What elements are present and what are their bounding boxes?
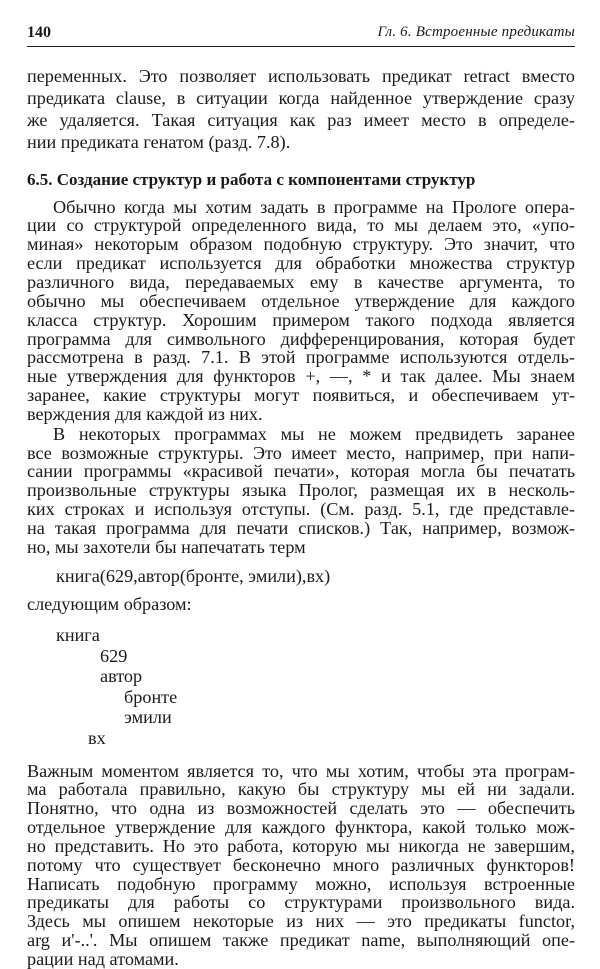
text-line: Обычно когда мы хотим задать в программе на Прологе опера-: [53, 196, 575, 217]
text-line: сании программы «красивой печати», которая могла бы печатать: [27, 461, 575, 482]
text-line: произвольные структуры языка Пролог, размещая их в несколь-: [27, 480, 575, 501]
page-header: [27, 18, 575, 48]
text-line: ких строках и используя отступы. (См. разд. 5.1, где представле-: [27, 499, 575, 520]
tree-node: вх: [88, 727, 106, 748]
text-line: все возможные структуры. Это имеет место, например, при напи-: [27, 442, 575, 463]
text-line: Важным моментом является то, что мы хотим, чтобы эта програм-: [27, 760, 575, 781]
tree-node: бронте: [124, 686, 178, 707]
text-line: же удаляется. Такая ситуация как раз имеет место в определе-: [27, 110, 575, 130]
text-line: переменных. Это позволяет использовать предикат retract вместо: [27, 66, 575, 86]
tree-root: книга: [56, 625, 100, 646]
text-line: нии предиката генатом (разд. 7.8).: [27, 132, 291, 152]
text-line: различного вида, передаваемых ему в качестве аргумента, то: [27, 272, 575, 292]
text-line: следующим образом:: [27, 594, 192, 615]
text-line: но представить. Но это работа, которую мы никогда не завершим,: [27, 835, 575, 856]
header-rule: [27, 46, 575, 47]
text-line: рассмотрена в разд. 7.1. В этой программе используются отдель-: [27, 347, 575, 368]
text-line: предикаты для работы со структурами произвольного вида.: [27, 892, 575, 913]
text-line: В некоторых программах мы не можем предвидеть заранее: [53, 423, 575, 444]
term-example: книга(629,автор(бронте, эмили),вх): [56, 565, 331, 586]
text-line: класса структур. Хорошим примером такого подхода является: [27, 309, 575, 330]
text-line: миная» некоторым образом подобную структуру. Это значит, что: [27, 234, 575, 255]
text-line: ции со структурой определенного вида, то мы делаем это, «упо-: [27, 215, 575, 236]
tree-node: 629: [100, 645, 128, 666]
text-line: но, мы захотели бы напечатать терм: [27, 536, 306, 557]
page-number: 140: [27, 24, 51, 41]
text-line: обычно мы обеспечиваем отдельное утверждение для каждого: [27, 290, 575, 311]
text-line: предиката clause, в ситуации когда найденное утверждение сразу: [27, 88, 575, 108]
text-line: отдельное утверждение для каждого функтора, какой только мож-: [27, 817, 575, 837]
tree-node: автор: [100, 666, 143, 687]
text-line: программа для символьного дифференцирования, которая будет: [27, 328, 575, 349]
text-line: рации над атомами.: [27, 949, 179, 969]
text-line: верждения для каждой из них.: [27, 404, 263, 424]
tree-node: эмили: [124, 707, 172, 728]
text-line: потому что существует бесконечно много различных функторов!: [27, 854, 575, 875]
text-line: ма работала правильно, какую бы структуру мы ей ни задали.: [27, 779, 575, 800]
text-line: если предикат используется для обработки множества структур: [27, 253, 575, 274]
text-line: ные утверждения для функторов +, —, * и так далее. Мы знаем: [27, 366, 575, 387]
text-line: на такая программа для печати списков.) Так, например, возмож-: [27, 517, 575, 538]
text-line: заранее, какие структуры могут появиться, и обеспечиваем ут-: [27, 385, 575, 406]
text-line: Здесь мы опишем некоторые из них — это предикаты functor,: [27, 911, 575, 932]
text-line: Написать подобную программу можно, используя встроенные: [27, 873, 575, 894]
section-heading: 6.5. Создание структур и работа с компонентами структур: [27, 170, 476, 189]
text-line: Понятно, что одна из возможностей сделать это — обеспечить: [27, 798, 575, 819]
text-line: arg и'-..'. Мы опишем также предикат name, выполняющий опе-: [27, 930, 575, 951]
running-title: Гл. 6. Встроенные предикаты: [377, 24, 575, 40]
